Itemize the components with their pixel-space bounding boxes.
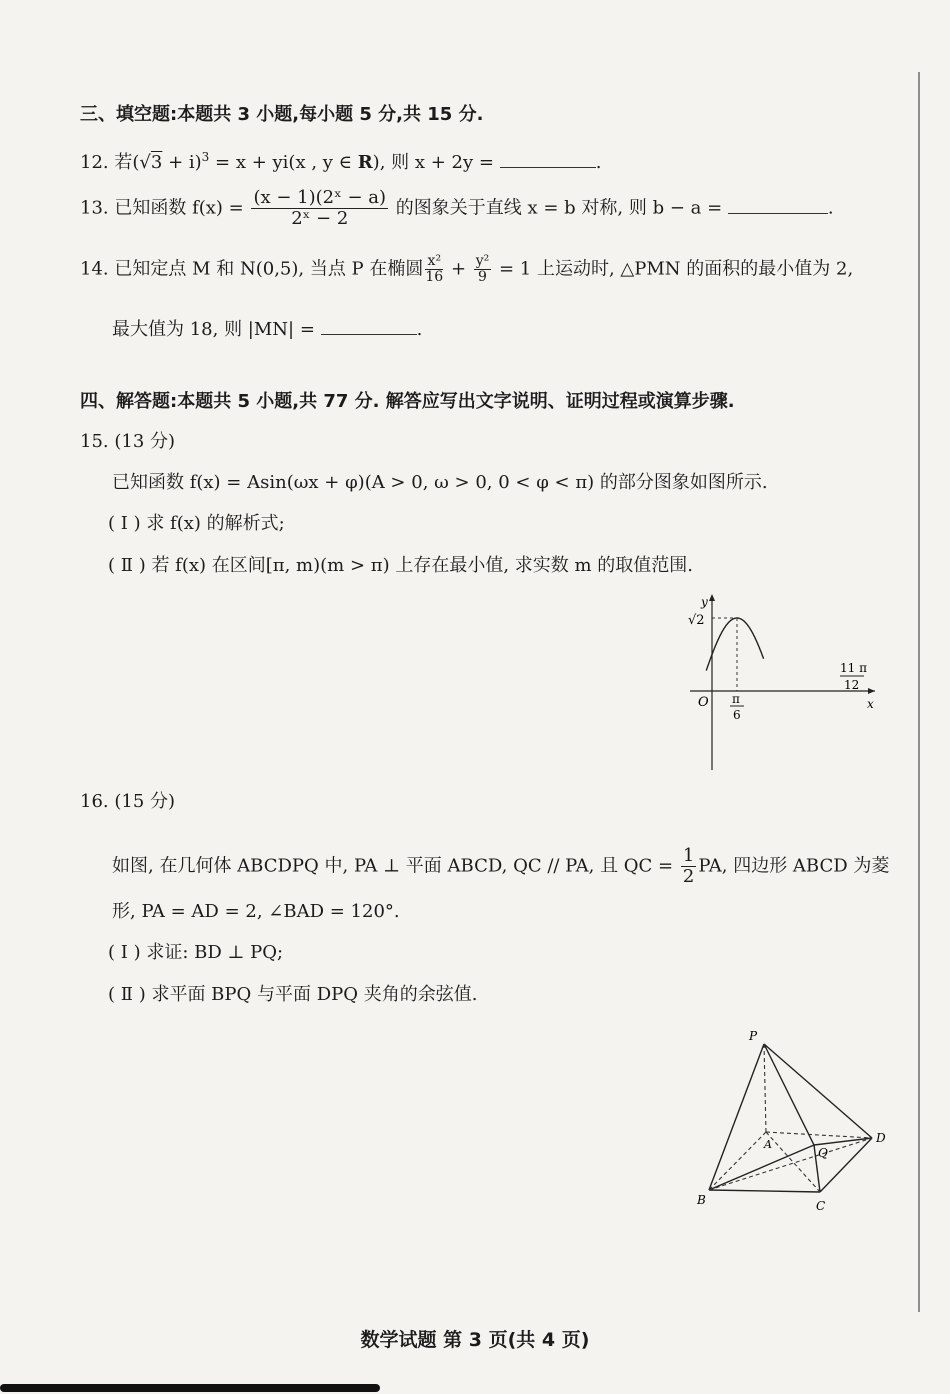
- q13-text-pre: 已知函数 f(x) =: [114, 197, 250, 219]
- edge-PQ: [764, 1044, 814, 1145]
- y-axis-arrow: [709, 594, 715, 601]
- edge-PD: [764, 1044, 872, 1138]
- q16-stem-line2: 形, PA = AD = 2, ∠BAD = 120°.: [112, 901, 400, 922]
- sqrt-radicand: 3: [150, 152, 163, 173]
- q13-fraction: [251, 188, 388, 229]
- peak-value-label: √2: [688, 613, 705, 628]
- q12-text-mid: + i): [162, 152, 202, 173]
- q16-stem-a: 如图, 在几何体 ABCDPQ 中, PA ⊥ 平面 ABCD, QC // PA, 且 QC =: [112, 855, 679, 877]
- q13-number: 13.: [80, 197, 109, 219]
- edge-QD: [814, 1138, 872, 1145]
- section4-heading: 四、解答题:本题共 5 小题,共 77 分. 解答应写出文字说明、证明过程或演算步骤.: [80, 391, 735, 412]
- end-numerator: 11 π: [840, 661, 867, 675]
- vertex-A: A: [764, 1138, 772, 1151]
- q16-solid-figure: [690, 1022, 900, 1217]
- edge-BQ: [709, 1145, 814, 1190]
- q12-text-post: = x + yi(x , y ∈: [209, 152, 358, 173]
- q13-text-post: 的图象关于直线 x = b 对称, 则 b − a =: [390, 197, 728, 219]
- q16-half-den: 2: [682, 866, 695, 887]
- q13-numerator: (x − 1)(2ˣ − a): [253, 187, 387, 208]
- page-footer: 数学试题 第 3 页(共 4 页): [360, 1329, 590, 1351]
- page-edge-shadow: [918, 72, 920, 1312]
- q13-denominator: 2ˣ − 2: [291, 208, 349, 229]
- q16-half-num: 1: [682, 845, 695, 866]
- pi6-denominator: 6: [733, 708, 741, 722]
- q14-frac1-num: x²: [425, 254, 443, 270]
- q14-number: 14.: [80, 258, 109, 280]
- q15-title: 15. (13 分): [80, 431, 176, 452]
- origin-label: O: [698, 695, 709, 710]
- end-denominator: 12: [844, 678, 860, 692]
- answer-blank-13[interactable]: [728, 193, 828, 214]
- q14-text-pre: 已知定点 M 和 N(0,5), 当点 P 在椭圆: [114, 258, 424, 280]
- scan-edge-bar: [0, 1384, 380, 1392]
- edge-PA-hidden: [764, 1044, 766, 1132]
- vertex-Q: Q: [818, 1146, 828, 1160]
- question-14: [80, 254, 853, 285]
- y-axis-label: y: [701, 595, 708, 609]
- edge-AD-hidden: [766, 1132, 872, 1138]
- q12-end: .: [595, 152, 602, 173]
- q13-end: .: [827, 197, 834, 219]
- q15-part2: ( Ⅱ ) 若 f(x) 在区间[π, m)(m > π) 上存在最小值, 求实数 m 的取值范围.: [108, 555, 693, 576]
- q16-stem-b: PA, 四边形 ABCD 为菱: [698, 855, 890, 877]
- sine-curve: [706, 618, 763, 671]
- q16-stem: [112, 846, 889, 887]
- q16-part2: ( Ⅱ ) 求平面 BPQ 与平面 DPQ 夹角的余弦值.: [108, 984, 478, 1005]
- q15-part1: ( Ⅰ ) 求 f(x) 的解析式;: [108, 513, 285, 534]
- q14-fraction-x: [425, 254, 443, 285]
- edge-PB: [709, 1044, 764, 1190]
- pi6-numerator: π: [732, 692, 740, 706]
- question-13: [80, 188, 834, 229]
- q12-text-tail: ), 则 x + 2y =: [372, 152, 500, 173]
- question-12: [80, 145, 601, 175]
- q12-exponent: 3: [201, 150, 210, 164]
- sqrt-symbol: √: [139, 152, 151, 173]
- q16-half-fraction: [681, 846, 696, 887]
- q16-title: 16. (15 分): [80, 791, 176, 812]
- q15-sine-graph: [680, 590, 890, 775]
- q12-text-pre: 若(: [114, 152, 140, 173]
- answer-blank-12[interactable]: [500, 147, 596, 168]
- vertex-D: D: [876, 1131, 886, 1145]
- q16-part1: ( Ⅰ ) 求证: BD ⊥ PQ;: [108, 942, 284, 963]
- q14-frac2-den: 9: [478, 269, 487, 285]
- edge-BC: [709, 1190, 820, 1192]
- question-14-line2: [112, 314, 422, 342]
- q14-fraction-y: [474, 254, 492, 285]
- q14-frac2-num: y²: [475, 253, 490, 269]
- x-axis-label: x: [867, 697, 874, 711]
- vertex-P: P: [749, 1029, 758, 1043]
- q14-frac1-den: 16: [425, 269, 444, 285]
- q14-line2-text: 最大值为 18, 则 |MN| =: [112, 319, 321, 340]
- q14-text-post: = 1 上运动时, △PMN 的面积的最小值为 2,: [493, 258, 854, 280]
- answer-blank-14[interactable]: [321, 314, 417, 335]
- section3-heading: 三、填空题:本题共 3 小题,每小题 5 分,共 15 分.: [80, 104, 484, 125]
- q14-end: .: [416, 319, 423, 340]
- q14-plus: +: [445, 258, 472, 280]
- q12-number: 12.: [80, 152, 109, 173]
- q15-stem: 已知函数 f(x) = Asin(ωx + φ)(A > 0, ω > 0, 0 < φ < π) 的部分图象如图所示.: [112, 472, 768, 493]
- x-axis-arrow: [868, 688, 875, 694]
- vertex-B: B: [697, 1193, 706, 1207]
- q12-real-set: R: [357, 152, 373, 173]
- vertex-C: C: [816, 1199, 826, 1213]
